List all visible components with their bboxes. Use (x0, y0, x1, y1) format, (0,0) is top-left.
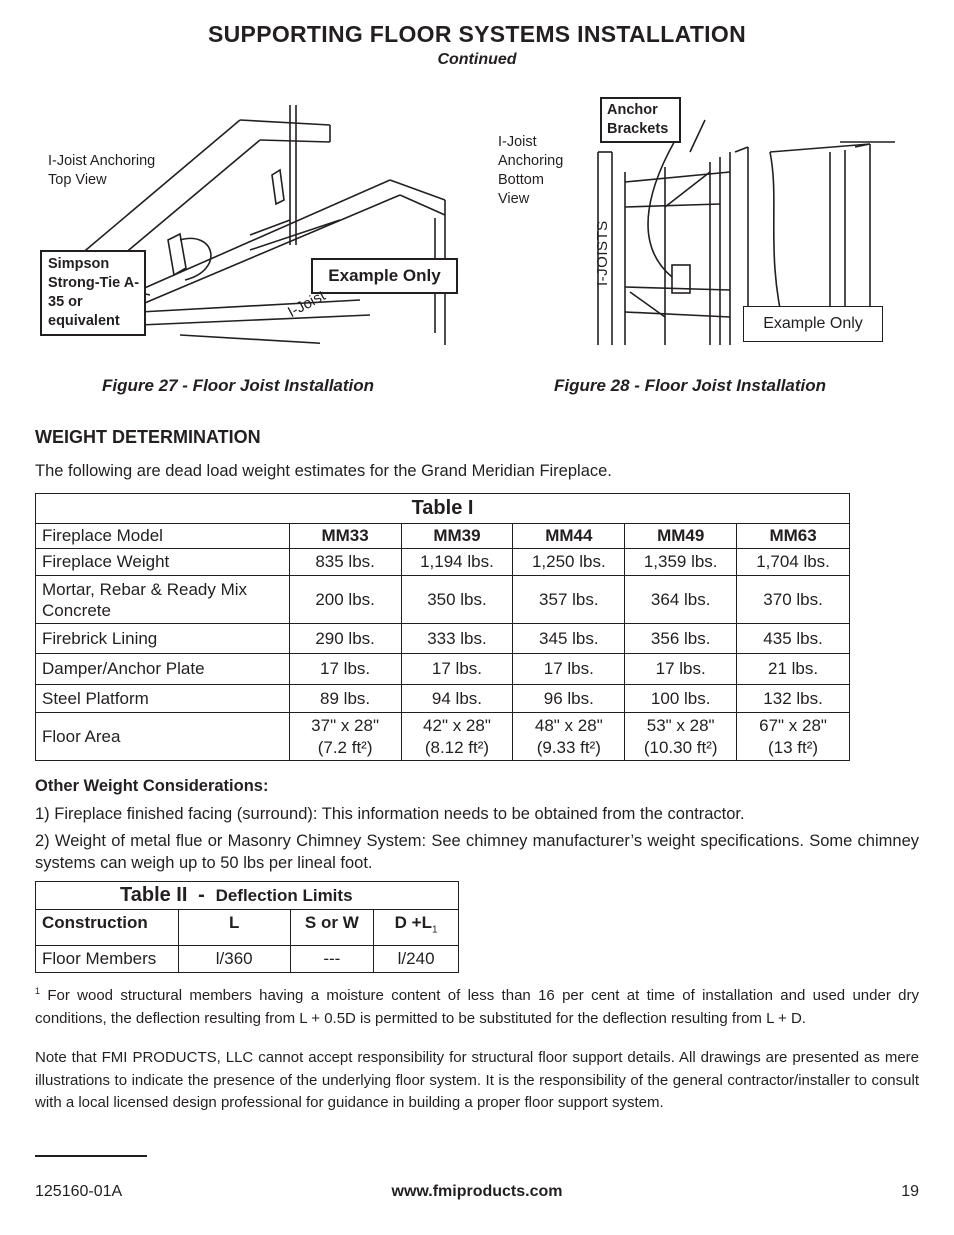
row-label: Damper/Anchor Plate (36, 654, 290, 685)
table-1-header-cell: MM44 (513, 524, 625, 549)
figure-28-joists-label: I-JOISTS (594, 220, 611, 286)
disclaimer-note: Note that FMI PRODUCTS, LLC cannot accept responsibility for structural floor support details. All drawings are presented as mere illustrations to indicate the presence of the underlying floor system. It is the responsibility of the general contractor/installer to consult with a local licensed design professional for guidance in building a proper floor support system. (35, 1049, 919, 1111)
row-label: Steel Platform (36, 685, 290, 713)
row-label: Fireplace Weight (36, 549, 290, 576)
table-cell: 17 lbs. (289, 654, 401, 685)
table-cell: 94 lbs. (401, 685, 513, 713)
table-cell: l/360 (178, 946, 290, 973)
footnote-marker: 1 (35, 986, 41, 996)
table-2-title-cell (36, 882, 459, 910)
table-2-header-cell: Construction (36, 910, 179, 946)
table-cell: 1,359 lbs. (625, 549, 737, 576)
table-cell: Floor Members (36, 946, 179, 973)
figure-27-joist-label: I-Joist (285, 287, 329, 322)
table-row (36, 946, 459, 973)
page-title: SUPPORTING FLOOR SYSTEMS INSTALLATION (208, 21, 746, 47)
table-cell: 1,194 lbs. (401, 549, 513, 576)
table-cell: 333 lbs. (401, 624, 513, 654)
figure-28-example-badge: Example Only (743, 306, 883, 342)
table-cell-sub: (10.30 ft²) (643, 737, 718, 757)
footnote (35, 980, 919, 1030)
table-cell: 17 lbs. (401, 654, 513, 685)
table-2-header-cell: L (178, 910, 290, 946)
table-cell: --- (290, 946, 374, 973)
table-cell: 37" x 28" (311, 715, 380, 735)
table-cell: 1,704 lbs. (737, 549, 850, 576)
table-cell: 132 lbs. (737, 685, 850, 713)
table-cell: 364 lbs. (625, 576, 737, 624)
figure-27-caption: Figure 27 - Floor Joist Installation (102, 376, 375, 395)
table-1-header-cell: Fireplace Model (36, 524, 290, 549)
table-cell-sub: (8.12 ft²) (424, 737, 490, 757)
other-item-1: 1) Fireplace finished facing (surround): This information needs to be obtained from the contractor. (35, 805, 745, 823)
row-label: Mortar, Rebar & Ready Mix Concrete (36, 576, 290, 624)
table-1-header-cell: MM49 (625, 524, 737, 549)
other-item-2: 2) Weight of metal flue or Masonry Chimney System: See chimney manufacturer’s weight specifications. Some chimney systems can weigh up to 50 lbs per lineal foot. (35, 832, 919, 872)
table-cell: 100 lbs. (625, 685, 737, 713)
figure-27-label: I-Joist Anchoring Top View (48, 153, 156, 188)
table-row (36, 713, 850, 761)
table-cell: 53" x 28" (646, 715, 715, 735)
table-cell: 200 lbs. (289, 576, 401, 624)
other-heading: Other Weight Considerations: (35, 777, 269, 795)
table-row (36, 576, 850, 624)
table-2-subtitle: Deflection Limits (215, 886, 353, 905)
table-cell-sub: (9.33 ft²) (536, 737, 601, 757)
footer-rule (35, 1155, 147, 1157)
table-cell: 370 lbs. (737, 576, 850, 624)
table-2-title: Table II (120, 884, 188, 906)
footer-website: www.fmiproducts.com (391, 1183, 563, 1200)
row-label: Firebrick Lining (36, 624, 290, 654)
table-1-header-cell: MM63 (737, 524, 850, 549)
table-2-header-cell: S or W (290, 910, 374, 946)
table-cell: 67" x 28" (759, 715, 827, 735)
table-cell-sub: (7.2 ft²) (317, 737, 373, 757)
table-1-header-row (36, 524, 850, 549)
figure-28-caption: Figure 28 - Floor Joist Installation (554, 376, 827, 395)
figure-28-label: I-Joist Anchoring Bottom View (498, 134, 564, 207)
page-subtitle: Continued (437, 51, 517, 68)
table-row (36, 549, 850, 576)
table-row (36, 624, 850, 654)
table-cell: 290 lbs. (289, 624, 401, 654)
figure-28-callout: Anchor Brackets (600, 97, 681, 143)
table-row (36, 685, 850, 713)
table-cell: l/240 (374, 946, 459, 973)
table-cell: 17 lbs. (625, 654, 737, 685)
table-cell: 89 lbs. (289, 685, 401, 713)
table-row (36, 654, 850, 685)
table-cell: 96 lbs. (513, 685, 625, 713)
table-cell: 345 lbs. (513, 624, 625, 654)
table-cell: 356 lbs. (625, 624, 737, 654)
table-2-title-separator: - (198, 884, 205, 906)
table-cell: 435 lbs. (737, 624, 850, 654)
figure-27-callout: Simpson Strong-Tie A-35 or equivalent (40, 250, 146, 336)
table-2 (35, 881, 459, 973)
table-cell: 835 lbs. (289, 549, 401, 576)
table-2-header-cell: D +L (394, 913, 432, 932)
table-1 (35, 493, 850, 761)
table-1-title: Table I (36, 494, 850, 524)
table-cell-sub: (13 ft²) (768, 737, 819, 757)
table-cell: 17 lbs. (513, 654, 625, 685)
table-2-header-footnote: 1 (431, 924, 438, 936)
row-label: Floor Area (36, 713, 290, 761)
table-cell: 350 lbs. (401, 576, 513, 624)
table-cell: 1,250 lbs. (513, 549, 625, 576)
table-cell: 21 lbs. (737, 654, 850, 685)
page-number: 19 (901, 1183, 919, 1200)
table-cell: 42" x 28" (423, 715, 491, 735)
weight-heading: WEIGHT DETERMINATION (35, 427, 261, 447)
table-cell: 48" x 28" (534, 715, 603, 735)
table-1-header-cell: MM33 (289, 524, 401, 549)
table-1-header-cell: MM39 (401, 524, 513, 549)
document-number: 125160-01A (35, 1183, 123, 1200)
figure-27-example-badge: Example Only (311, 258, 458, 294)
footnote-text: For wood structural members having a moisture content of less than 16 per cent at time of installation and used under dry conditions, the deflection resulting from L + 0.5D is permitted to be substituted for the deflection resulting from L + D. (35, 987, 919, 1027)
table-cell: 357 lbs. (513, 576, 625, 624)
weight-intro: The following are dead load weight estimates for the Grand Meridian Fireplace. (35, 462, 612, 480)
